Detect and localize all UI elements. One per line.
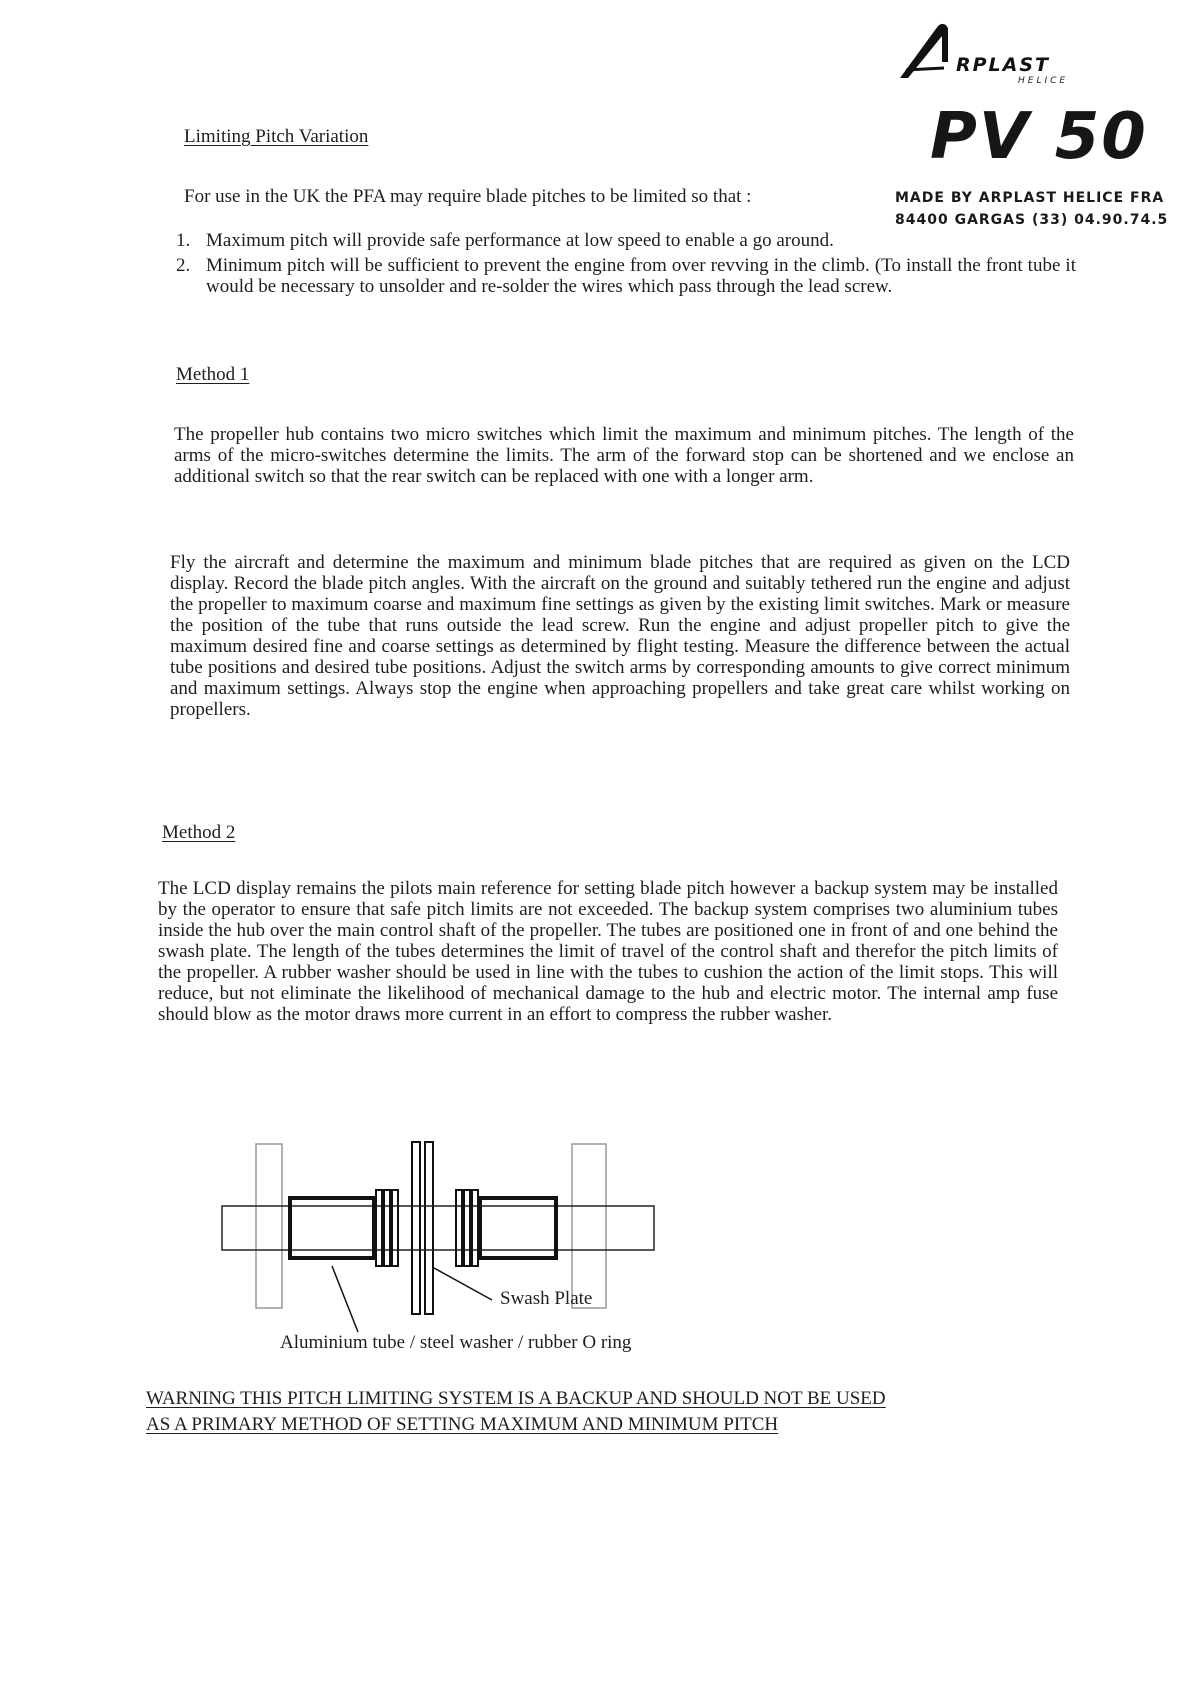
- list-item: [176, 255, 1076, 297]
- right-blade-holder: [572, 1144, 606, 1308]
- method-1-paragraph-2: Fly the aircraft and determine the maximum and minimum blade pitches that are required as given on the LCD display. Record the blade pitch angles. With the aircraft on the ground and suitably tethered run the engine and adjust the propeller to maximum coarse and maximum fine settings as given by the existing limit switches. Mark or measure the position of the tube that runs outside the lead screw. Run the engine and adjust propeller pitch to give the maximum desired fine and coarse settings as determined by flight testing. Measure the difference between the actual tube positions and desired tube positions. Adjust the switch arms by corresponding amounts to give correct minimum and maximum settings. Always stop the engine when approaching propellers and take great care whilst working on propellers.: [170, 552, 1070, 720]
- method-2-paragraph: The LCD display remains the pilots main reference for setting blade pitch however a backup system may be installed by the operator to ensure that safe pitch limits are not exceeded. The backup system comprises two aluminium tubes inside the hub over the main control shaft of the propeller. The tubes are positioned one in front of and one behind the swash plate. The length of the tubes determines the limit of travel of the control shaft and therefor the pitch limits of the propeller. A rubber washer should be used in line with the tubes to cushion the action of the limit stops. This will reduce, but not eliminate the likelihood of mechanical damage to the hub and electric motor. The internal amp fuse should blow as the motor draws more current in an effort to compress the rubber washer.: [158, 878, 1058, 1025]
- logo-subtitle: HELICE: [1018, 76, 1069, 86]
- model-title: PV 50: [930, 100, 1148, 174]
- list-number: 2.: [176, 255, 191, 276]
- logo-a-icon: [898, 22, 958, 80]
- list-text: Minimum pitch will be sufficient to prevent the engine from over revving in the climb. (To install the front tube it would be necessary to unsolder and re-solder the wires which pass through the lead screw.: [206, 255, 1076, 297]
- logo-brand: RPLAST: [956, 54, 1051, 76]
- tube-leader: [332, 1266, 358, 1332]
- warning-line-2: AS A PRIMARY METHOD OF SETTING MAXIMUM AND MINIMUM PITCH: [146, 1414, 779, 1435]
- rear-washer: [464, 1190, 470, 1266]
- method-2-heading: Method 2: [162, 822, 236, 843]
- swash-plate-leader: [434, 1268, 492, 1300]
- swash-plate-rear: [425, 1142, 433, 1314]
- intro-text: For use in the UK the PFA may require blade pitches to be limited so that :: [184, 186, 752, 207]
- control-shaft: [222, 1206, 654, 1250]
- front-o-ring: [392, 1190, 398, 1266]
- rear-aluminium-tube: [480, 1198, 556, 1258]
- rear-washer: [456, 1190, 462, 1266]
- tube-label: Aluminium tube / steel washer / rubber O ring: [280, 1332, 632, 1353]
- list-item: [176, 230, 1076, 251]
- front-washer: [376, 1190, 382, 1266]
- maker-line-1: MADE BY ARPLAST HELICE FRA: [895, 190, 1165, 206]
- arplast-logo: [898, 22, 1168, 84]
- section-title: Limiting Pitch Variation: [184, 126, 369, 147]
- requirements-list: [176, 230, 1076, 297]
- swash-plate-label: Swash Plate: [500, 1288, 593, 1309]
- method-1-paragraph-1: The propeller hub contains two micro switches which limit the maximum and minimum pitches. The length of the arms of the micro-switches determine the limits. The arm of the forward stop can be shortened and we enclose an additional switch so that the rear switch can be replaced with one with a longer arm.: [174, 424, 1074, 487]
- front-washer: [384, 1190, 390, 1266]
- rear-o-ring: [472, 1190, 478, 1266]
- list-text: Maximum pitch will provide safe performance at low speed to enable a go around.: [206, 230, 834, 251]
- maker-line-2: 84400 GARGAS (33) 04.90.74.5: [895, 212, 1169, 228]
- list-number: 1.: [176, 230, 191, 251]
- front-aluminium-tube: [290, 1198, 374, 1258]
- warning-line-1: WARNING THIS PITCH LIMITING SYSTEM IS A BACKUP AND SHOULD NOT BE USED: [146, 1388, 886, 1409]
- left-blade-holder: [256, 1144, 282, 1308]
- swash-plate-front: [412, 1142, 420, 1314]
- method-1-heading: Method 1: [176, 364, 250, 385]
